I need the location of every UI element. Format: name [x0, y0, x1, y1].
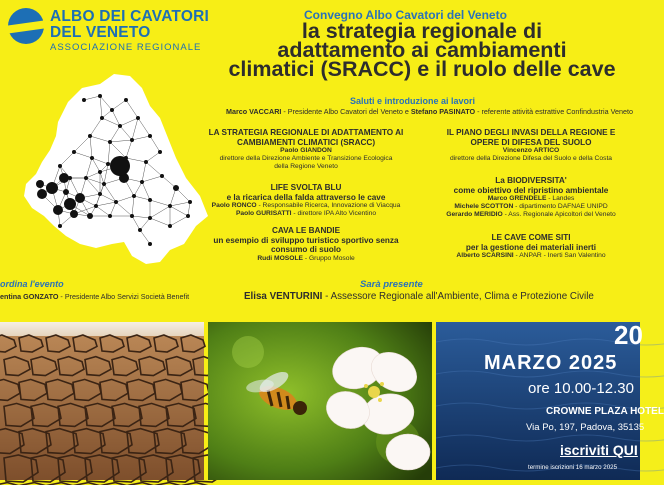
event-time: ore 10.00-12.30	[528, 380, 634, 397]
speaker-role: direttore della Direzione Difesa del Suolo e della Costa	[449, 155, 613, 162]
network-node	[138, 228, 142, 232]
network-node	[173, 185, 179, 191]
talk-cave-come-siti	[426, 233, 636, 260]
talk-cava-le-bandie	[206, 226, 406, 263]
network-node	[110, 156, 130, 176]
speaker-line: Alberto SCARSINI - ANPAR - Inerti San Valentino	[456, 252, 606, 259]
speaker-line: Marco GRENDELE - Landes	[487, 195, 575, 202]
network-node	[140, 180, 144, 184]
network-node	[130, 214, 134, 218]
network-node	[98, 94, 102, 98]
network-node	[58, 224, 62, 228]
network-node	[136, 116, 140, 120]
network-node	[94, 204, 98, 208]
guest-heading: Sarà presente	[360, 279, 423, 290]
speaker-line: Paolo GURISATTI - direttore IPA Alto Vicentino	[235, 210, 377, 217]
speaker-name: Stefano PASINATO	[410, 107, 476, 116]
intro-speakers	[226, 107, 633, 116]
network-node	[118, 124, 122, 128]
network-node	[75, 193, 85, 203]
network-node	[63, 189, 69, 195]
speaker-line: Rudi MOSOLE - Gruppo Mosole	[257, 254, 355, 262]
network-node	[70, 210, 78, 218]
logo-line-2: DEL VENETO	[50, 24, 151, 41]
coordinator-line: entina GONZATO - Presidente Albo Servizi Società Benefit	[0, 292, 190, 301]
speaker-role: - referente attività estrattive Confindustria Veneto	[475, 107, 633, 116]
logo-line-1: ALBO DEI CAVATORI	[50, 8, 209, 25]
network-node	[144, 160, 148, 164]
network-node	[108, 140, 112, 144]
speaker-name: Paolo GIANDON	[280, 147, 332, 154]
network-node	[132, 194, 136, 198]
speaker-line: Michele SCOTTON - dipartimento DAFNAE UNIPD	[454, 203, 608, 210]
network-node	[88, 134, 92, 138]
network-node	[64, 198, 76, 210]
network-node	[108, 214, 112, 218]
talk-title: per la gestione dei materiali inerti	[465, 242, 597, 252]
network-node	[59, 173, 69, 183]
network-node	[98, 170, 102, 174]
logo-emblem-icon	[8, 8, 44, 44]
talk-title: LIFE SVOLTA BLU	[270, 183, 342, 192]
talk-title: e la ricarica della falda attraverso le cave	[226, 192, 386, 202]
network-node	[37, 189, 47, 199]
network-node	[186, 214, 190, 218]
network-node	[87, 213, 93, 219]
albo-cavatori-logo	[8, 6, 209, 56]
network-node	[188, 200, 192, 204]
talk-title: La BIODIVERSITA'	[495, 176, 567, 185]
network-node	[158, 150, 162, 154]
talk-title: come obiettivo del ripristino ambientale	[453, 185, 609, 195]
speaker-role: direttore della Direzione Ambiente e Transizione Ecologica	[219, 155, 393, 162]
talk-invasi	[426, 128, 636, 163]
intro-heading: Saluti e introduzione ai lavori	[350, 96, 476, 106]
speaker-role: - Presidente Albo Cavatori del Veneto e	[281, 107, 411, 116]
network-node	[148, 242, 152, 246]
talk-title: consumo di suolo	[270, 245, 342, 254]
network-node	[124, 98, 128, 102]
network-node	[100, 116, 104, 120]
event-date-panel	[436, 320, 664, 480]
title-line: adattamento ai cambiamenti	[277, 38, 567, 62]
network-node	[130, 138, 134, 142]
network-node	[102, 182, 106, 186]
talk-title: LA STRATEGIA REGIONALE DI ADATTAMENTO AI	[208, 128, 404, 137]
network-node	[46, 182, 58, 194]
title-line: climatici (SRACC) e il ruolo delle cave	[228, 57, 616, 81]
network-node	[58, 164, 62, 168]
talk-life-svolta-blu	[206, 183, 406, 218]
network-node	[168, 204, 172, 208]
veneto-network-map	[0, 66, 210, 266]
network-node	[98, 192, 102, 196]
network-node	[90, 156, 94, 160]
network-node	[36, 180, 44, 188]
logo-line-3: ASSOCIAZIONE REGIONALE	[50, 42, 202, 53]
network-node	[160, 174, 164, 178]
network-node	[84, 176, 88, 180]
talk-sracc	[206, 128, 406, 171]
network-node	[106, 162, 110, 166]
event-day: 20	[614, 320, 643, 350]
network-node	[82, 98, 86, 102]
network-node	[168, 224, 172, 228]
coordinator-heading: ordina l'evento	[0, 279, 64, 289]
register-link[interactable]: iscriviti QUI	[560, 442, 638, 458]
talk-title: CAMBIAMENTI CLIMATICI (SRACC)	[236, 137, 376, 147]
event-venue: CROWNE PLAZA HOTEL	[546, 406, 664, 417]
talk-title: IL PIANO DEGLI INVASI DELLA REGIONE E	[446, 128, 616, 137]
speaker-name: Marco VACCARI	[226, 107, 282, 116]
talk-title: LE CAVE COME SITI	[491, 233, 571, 242]
convegno-label: Convegno Albo Cavatori del Veneto	[304, 8, 507, 22]
network-node	[114, 200, 118, 204]
event-title	[202, 19, 642, 81]
network-node	[148, 216, 152, 220]
talk-title: CAVA LE BANDIE	[271, 226, 341, 235]
registration-deadline: termine iscrizioni 16 marzo 2025	[528, 464, 618, 471]
speaker-line: Gerardo MERIDIO - Ass. Regionale Apicoltori del Veneto	[446, 211, 616, 218]
bee-on-blossom-photo	[208, 322, 432, 480]
talk-title: un esempio di sviluppo turistico sportivo senza	[213, 235, 399, 245]
event-month: MARZO 2025	[484, 352, 618, 374]
talk-title: OPERE DI DIFESA DEL SUOLO	[470, 137, 592, 147]
guest-line: Elisa VENTURINI - Assessore Regionale all'Ambiente, Clima e Protezione Civile	[244, 291, 594, 302]
speaker-name: Vincenzo ARTICO	[502, 147, 560, 154]
network-node	[53, 205, 63, 215]
speaker-role: della Regione Veneto	[274, 163, 338, 170]
network-node	[110, 108, 114, 112]
network-node	[72, 150, 76, 154]
drought-cracked-earth-photo	[0, 322, 204, 480]
event-address: Via Po, 197, Padova, 35135	[526, 422, 645, 433]
title-line: la strategia regionale di	[301, 19, 543, 43]
talk-biodiversita	[426, 176, 636, 219]
network-node	[148, 198, 152, 202]
speaker-line: Paolo RONCO - Responsabile Ricerca, Innovazione di Viacqua	[211, 202, 401, 209]
network-node	[148, 134, 152, 138]
